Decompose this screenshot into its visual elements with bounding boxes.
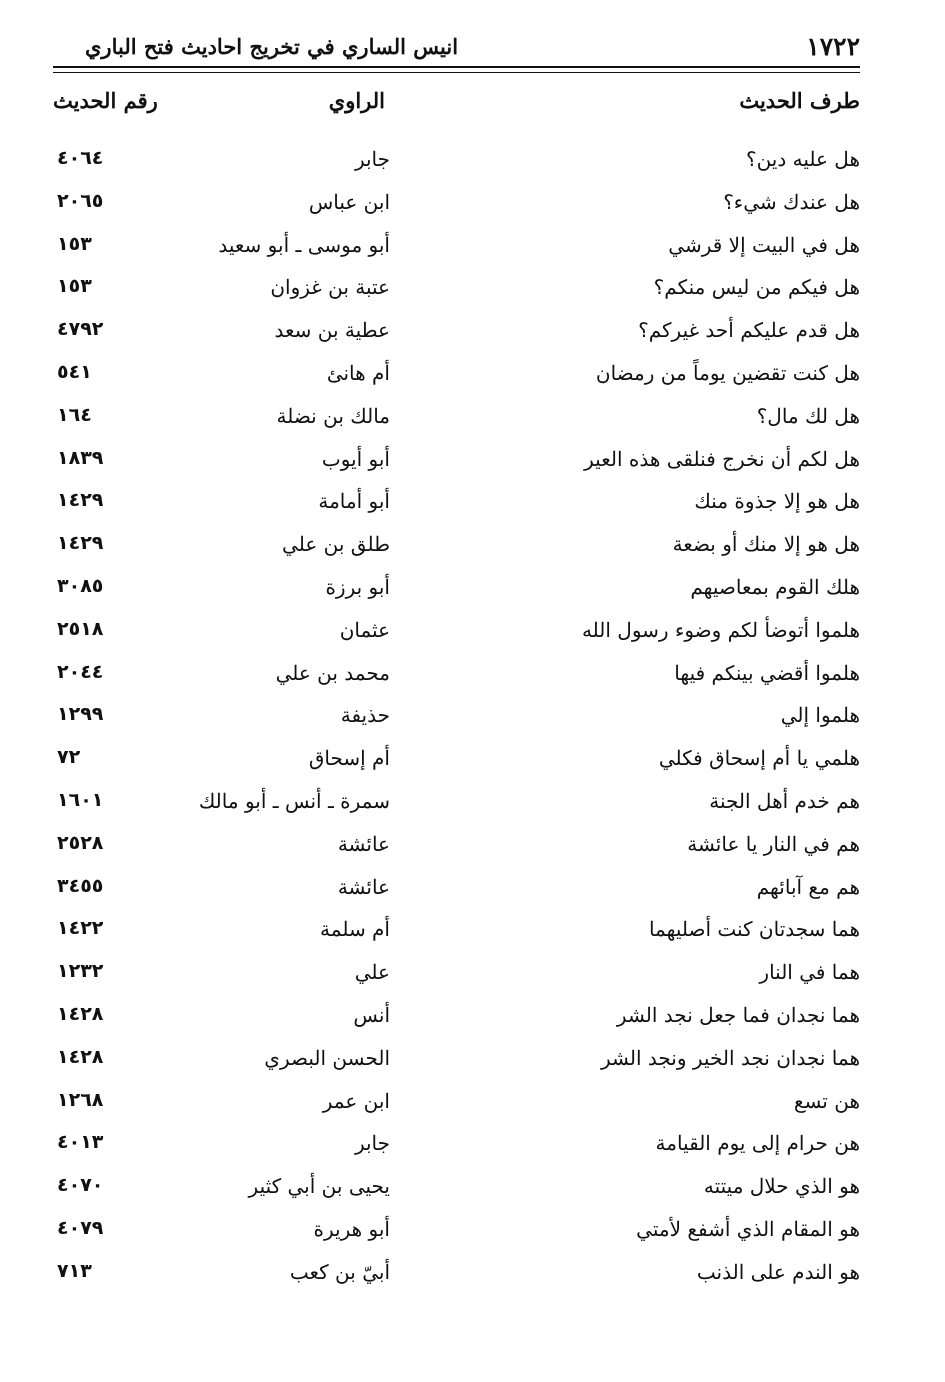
- hadith-text: هما نجدان نجد الخير ونجد الشر: [601, 1045, 860, 1070]
- index-row: [53, 956, 860, 999]
- hadith-number: ١٢٩٩: [57, 703, 104, 726]
- index-row: [53, 913, 860, 956]
- hadith-text: هلموا إلي: [780, 703, 860, 728]
- hadith-text: هلمي يا أم إسحاق فكلي: [658, 746, 860, 771]
- index-row: [53, 1213, 860, 1256]
- hadith-number: ٢٥٢٨: [57, 831, 104, 854]
- narrator-name: يحيى بن أبي كثير: [248, 1174, 390, 1199]
- index-row: [53, 314, 860, 357]
- hadith-number: ١٨٣٩: [57, 446, 104, 469]
- narrator-name: ابن عباس: [308, 189, 390, 214]
- hadith-number: ٤٠٧٠: [57, 1174, 104, 1197]
- index-row: [53, 742, 860, 785]
- hadith-index-list: [53, 143, 860, 1299]
- hadith-number: ١٢٣٢: [57, 960, 104, 983]
- hadith-number: ٣٠٨٥: [57, 574, 104, 597]
- narrator-name: طلق بن علي: [282, 532, 390, 557]
- index-row: [53, 143, 860, 186]
- hadith-text: هل في البيت إلا قرشي: [668, 232, 860, 257]
- index-row: [53, 1085, 860, 1128]
- header-rule-thick: [53, 66, 860, 68]
- index-row: [53, 400, 860, 443]
- index-row: [53, 828, 860, 871]
- hadith-text: هما سجدتان كنت أصليهما: [648, 917, 860, 942]
- narrator-name: محمد بن علي: [275, 660, 390, 685]
- narrator-name: جابر: [354, 1131, 390, 1156]
- hadith-text: هل قدم عليكم أحد غيركم؟: [638, 318, 860, 343]
- hadith-number: ٤٠٧٩: [57, 1216, 104, 1239]
- column-header-hadith: طرف الحديث: [739, 88, 860, 113]
- hadith-number: ١٢٦٨: [57, 1088, 104, 1111]
- narrator-name: جابر: [354, 147, 390, 171]
- index-row: [53, 485, 860, 528]
- hadith-text: هل هو إلا جذوة منك: [694, 489, 860, 514]
- hadith-number: ١٥٣: [57, 275, 92, 298]
- narrator-name: مالك بن نضلة: [276, 403, 390, 428]
- hadith-number: ٢٠٤٤: [57, 660, 104, 683]
- hadith-number: ١٦٤: [57, 403, 92, 426]
- narrator-name: عثمان: [339, 617, 390, 642]
- narrator-name: أبيّ بن كعب: [289, 1259, 390, 1284]
- hadith-text: هن حرام إلى يوم القيامة: [655, 1131, 860, 1156]
- hadith-number: ٥٤١: [57, 360, 92, 383]
- hadith-text: هل فيكم من ليس منكم؟: [653, 275, 860, 300]
- index-row: [53, 528, 860, 571]
- narrator-name: الحسن البصري: [264, 1045, 390, 1070]
- narrator-name: أم هانئ: [326, 360, 390, 385]
- hadith-text: هو المقام الذي أشفع لأمتي: [636, 1216, 860, 1241]
- narrator-name: ابن عمر: [322, 1088, 390, 1113]
- header-rule-thin: [53, 72, 860, 73]
- hadith-text: هلموا أقضي بينكم فيها: [674, 660, 860, 685]
- narrator-name: علي: [354, 960, 390, 985]
- narrator-name: أم إسحاق: [308, 746, 390, 771]
- hadith-text: هن تسع: [793, 1088, 860, 1113]
- index-row: [53, 186, 860, 229]
- hadith-text: هل لك مال؟: [756, 403, 860, 428]
- hadith-text: هو الندم على الذنب: [696, 1259, 860, 1284]
- narrator-name: حذيفة: [340, 703, 390, 728]
- hadith-number: ٤٧٩٢: [57, 318, 104, 341]
- hadith-text: هم خدم أهل الجنة: [709, 788, 860, 813]
- hadith-number: ١٤٢٨: [57, 1002, 104, 1025]
- hadith-number: ١٦٠١: [57, 788, 104, 811]
- hadith-text: هل كنت تقضين يوماً من رمضان: [595, 360, 860, 385]
- hadith-number: ١٤٢٢: [57, 917, 104, 940]
- hadith-text: هلموا أتوضأ لكم وضوء رسول الله: [581, 617, 860, 642]
- hadith-number: ٧٢: [57, 746, 81, 769]
- hadith-text: هلك القوم بمعاصيهم: [690, 574, 860, 599]
- narrator-name: عطية بن سعد: [274, 318, 390, 343]
- index-row: [53, 785, 860, 828]
- hadith-text: هل هو إلا منك أو بضعة: [672, 532, 860, 557]
- index-row: [53, 1256, 860, 1299]
- narrator-name: أبو هريرة: [313, 1216, 390, 1241]
- narrator-name: أنس: [353, 1002, 390, 1027]
- hadith-text: هل لكم أن نخرج فنلقى هذه العير: [584, 446, 860, 471]
- hadith-number: ٣٤٥٥: [57, 874, 104, 897]
- index-row: [53, 614, 860, 657]
- index-row: [53, 271, 860, 314]
- column-header-number: رقم الحديث: [53, 88, 158, 113]
- column-header-narrator: الراوي: [328, 88, 385, 113]
- narrator-name: سمرة ـ أنس ـ أبو مالك: [198, 788, 390, 813]
- hadith-text: هم مع آبائهم: [756, 874, 860, 899]
- hadith-number: ١٥٣: [57, 232, 92, 255]
- hadith-number: ١٤٢٨: [57, 1045, 104, 1068]
- narrator-name: أبو أيوب: [321, 446, 390, 471]
- narrator-name: أبو أمامة: [318, 489, 390, 514]
- hadith-text: هم في النار يا عائشة: [687, 831, 860, 856]
- hadith-number: ١٤٢٩: [57, 532, 104, 555]
- hadith-number: ٤٠٦٤: [57, 147, 104, 169]
- hadith-text: هما في النار: [759, 960, 860, 985]
- book-title: انيس الساري في تخريج احاديث فتح الباري: [85, 33, 459, 59]
- index-row: [53, 1127, 860, 1170]
- hadith-number: ٢٠٦٥: [57, 189, 104, 212]
- hadith-number: ٢٥١٨: [57, 617, 104, 640]
- hadith-number: ١٤٢٩: [57, 489, 104, 512]
- narrator-name: أبو موسى ـ أبو سعيد: [218, 232, 390, 257]
- page-number: ١٧٢٢: [806, 31, 860, 61]
- narrator-name: أم سلمة: [320, 917, 390, 942]
- index-row: [53, 1170, 860, 1213]
- index-row: [53, 1042, 860, 1085]
- narrator-name: عتبة بن غزوان: [270, 275, 390, 300]
- index-row: [53, 357, 860, 400]
- column-headers: [53, 88, 860, 128]
- index-row: [53, 871, 860, 914]
- index-row: [53, 229, 860, 272]
- index-row: [53, 571, 860, 614]
- hadith-text: هل عندك شيء؟: [723, 189, 860, 214]
- hadith-text: هل عليه دين؟: [745, 147, 860, 171]
- narrator-name: عائشة: [337, 831, 390, 856]
- index-row: [53, 999, 860, 1042]
- narrator-name: عائشة: [337, 874, 390, 899]
- narrator-name: أبو برزة: [325, 574, 390, 599]
- hadith-number: ٤٠١٣: [57, 1131, 104, 1154]
- index-row: [53, 657, 860, 700]
- hadith-text: هو الذي حلال ميتته: [703, 1174, 860, 1199]
- running-head: [85, 26, 860, 66]
- index-row: [53, 443, 860, 486]
- hadith-number: ٧١٣: [57, 1259, 92, 1282]
- hadith-text: هما نجدان فما جعل نجد الشر: [616, 1002, 860, 1027]
- index-row: [53, 699, 860, 742]
